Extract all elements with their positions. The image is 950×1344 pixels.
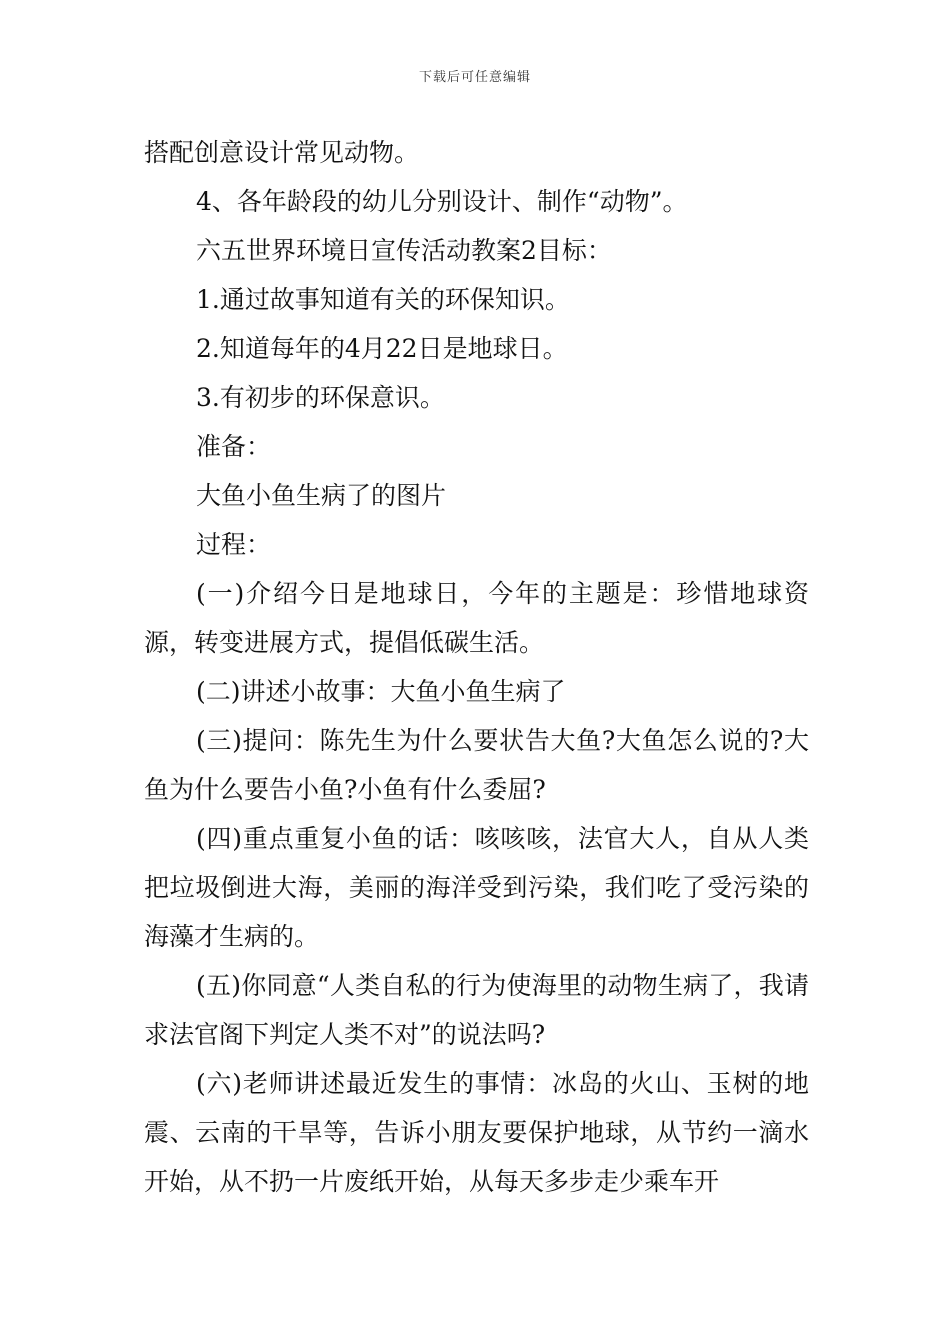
goal-item: 2.知道每年的4月22日是地球日。: [196, 334, 568, 363]
goal-item: 1.通过故事知道有关的环保知识。: [196, 285, 570, 314]
process-step: (四)重点重复小鱼的话：咳咳咳，法官大人，自从人类把垃圾倒进大海，美丽的海洋受到污染，我们吃了受污染的海藻才生病的。: [144, 824, 809, 951]
preparation-item: 大鱼小鱼生病了的图片: [196, 481, 447, 510]
process-step: (五)你同意“人类自私的行为使海里的动物生病了，我请求法官阁下判定人类不对”的说法吗?: [144, 971, 809, 1049]
process-step: (三)提问：陈先生为什么要状告大鱼?大鱼怎么说的?大鱼为什么要告小鱼?小鱼有什么委屈?: [144, 726, 809, 804]
preparation-heading: 准备：: [196, 432, 272, 461]
paragraph: 4、各年龄段的幼儿分别设计、制作“动物”。: [196, 187, 688, 216]
process-heading: 过程：: [196, 530, 272, 559]
document-body: [144, 128, 809, 1206]
goal-item: 3.有初步的环保意识。: [196, 383, 445, 412]
process-step: (一)介绍今日是地球日，今年的主题是：珍惜地球资源，转变进展方式，提倡低碳生活。: [144, 579, 809, 657]
page-header-note: 下载后可任意编辑: [418, 70, 531, 85]
process-step: (六)老师讲述最近发生的事情：冰岛的火山、玉树的地震、云南的干旱等，告诉小朋友要保护地球，从节约一滴水开始，从不扔一片废纸开始，从每天多步走少乘车开: [144, 1069, 809, 1196]
section-heading: 六五世界环境日宣传活动教案2目标：: [196, 236, 612, 265]
process-step: (二)讲述小故事：大鱼小鱼生病了: [196, 677, 566, 706]
paragraph: 搭配创意设计常见动物。: [144, 138, 420, 167]
